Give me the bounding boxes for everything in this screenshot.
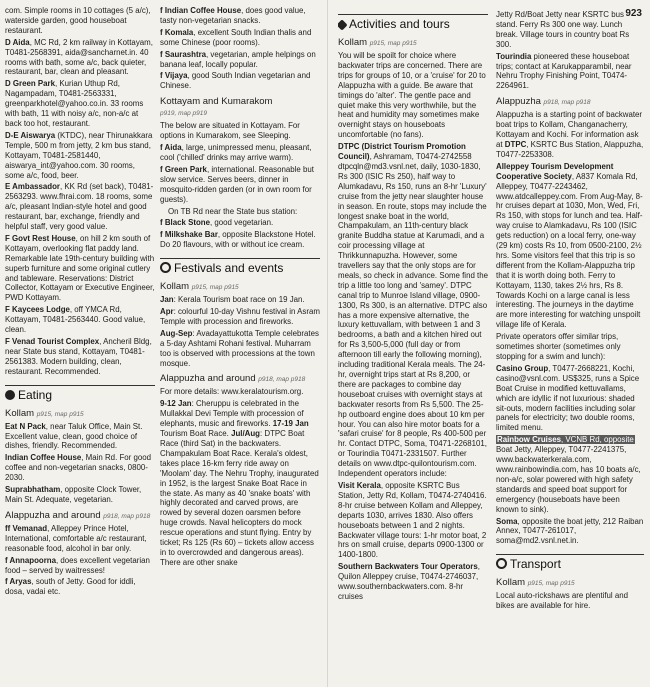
paragraph: On TB Rd near the State bus station:: [168, 206, 298, 216]
subheading-kollam: Kollam p915, map p915: [160, 281, 239, 293]
subheading-kollam: Kollam p915, map p915: [5, 407, 84, 419]
listing: f Annapoorna, does excellent vegetarian food – served by waitresses!: [5, 555, 150, 575]
page-map-ref: p918, map p918: [103, 512, 151, 520]
listing: f Vijaya, good South Indian vegetarian and Chinese.: [160, 71, 311, 91]
listing: f Aryas, south of Jetty. Good for iddli, dosa, vadai etc.: [5, 577, 136, 597]
page-map-ref: p918, map p918: [543, 99, 591, 107]
listing-name: E Ambassador: [5, 182, 60, 192]
listing: [5, 38, 155, 78]
listing: f Aida, large, unimpressed menu, pleasant, cool ('chilled' drinks may arrive warm).: [160, 143, 312, 162]
listing: Suprabhatham, opposite Clock Tower, Main St. Adequate, vegetarian.: [5, 485, 142, 504]
listing: f Black Stone, good vegetarian.: [160, 218, 274, 228]
listing: Alleppey Tourism Development Cooperative Society, A837 Komala Rd, Alleppey, T0477-2243462, www.atdcalleppey.com. From Aug-May, 8-hr cruises depart at 1030, Mon, Wed, Fri, Rs 150, with stops for lunch and tea. Half-way cruise to Alamkadavu, Rs 100 (ISIC gets reduction) on a local ferry, one-way (29 km) costs Rs 10, from 0500-2100, 2½ hrs. Some visitors feel that this trip is so different from the Kollam-Alappuzha trip that it is worth doing both. Ferry to Kottayam, 1130, takes 2½ hrs, Rs 8. Towards Kochi on a large canal is less interesting. The journeys in the daytime are more interesting for watching unspoilt village life of Kerala.: [496, 161, 643, 330]
listing: [5, 182, 155, 232]
listing: DTPC (District Tourism Promotion Council), Ashramam, T0474-2742558 dtpcqln@md3.vsnl.net, daily, 1030-1830, Rs 300 (ISIC Rs 250), half way to Alumkadavu, Rs 150, runs an 8-hr 'Luxury' cruise from the jetty near slaughter house in season. En route, stops may include the longest snake boat in the world, Champakulam, an 11th-century black granite Buddha statue at Karumadi, and a coir processing village at Thrikkunnapuzha. However, some travellers say that the only stops are for meals, so check in advance. Some find the trip a little too long and 'samey'. DTPC canal trip to Munroe Island village, 0900-1300, Rs 300, is an alternative. DTPC also has a more expensive alternative, the luxury kettuvallam, with between 1 and 3 bedrooms, a bath and a kitchen hired out for Rs 3,500-5,000 (full day or from afternoon till early the following morning), including traditional Kerala meals. The 24-hr, overnight trips start at Rs 8,200, or there are packages to combine day houseboat cruises with overnight stays at backwater resorts from Rs 5,500. The 25-hp outboard engine does about 10 km per hour. You can also hire motor boats for a 'safari cruise' for 8 people, Rs 400-500 per hr. Contact DTPC, Soma, T0471-2268101, or Tourindia T0471-2331507. Further details on www.dtpc-quilontourism.com. Independent operators include:: [338, 142, 488, 479]
section-heading-activities: Activities and tours: [338, 14, 488, 32]
column-1: [5, 6, 155, 683]
section-heading-eating: Eating: [5, 385, 155, 403]
listing-text: , on hill 2 km south of Kottayam, overlooking flat paddy land. Remarkable late 19th-century building with superb furniture and some original cutlery and tableware. Reservations: District Collector, Kottayam or Executive Engineer, PWD Kottayam.: [5, 233, 155, 303]
listing-name: F Govt Rest House: [5, 233, 76, 243]
paragraph: The below are situated in Kottayam. For options in Kumarakom, see Sleeping.: [160, 121, 300, 141]
listing: 9-12 Jan: Cheruppu is celebrated in the Mullakkal Devi Temple with procession of elephants, music and fireworks. 17-19 Jan Tourism Boat Race. Jul/Aug: DTPC Boat Race (third Sat) in the backwaters. Champakulam Boat Race. Kerala's oldest, takes place 16-km ferry ride away on 'Moolam' day. The Nehru Trophy, inaugurated in 1952, is the largest Snake Boat Race in the state. As many as 40 'snake boats' with highly decorated and carved prows, are rowed by several dozen oarsmen before huge crowds. Naval helicopters do mock rescue operations and stunt flying. Entry by ticket; Rs 125 (Rs 60) – tickets allow access in to overcrowded and dangerous areas). There are other snake: [160, 399, 319, 567]
eating-icon: [5, 390, 15, 400]
listing-text: , MC Rd, 2 km railway in Kottayam, T0481-2568391, aida@sancharnet.in. 40 rooms with bath, some a/c, back quieter, restaurant, bar, clean and pleasant.: [5, 37, 153, 77]
listing-name: D Green Park: [5, 79, 55, 89]
subheading-alappuzha: Alappuzha p918, map p918: [496, 96, 591, 108]
page-map-ref: p915, map p915: [369, 40, 417, 47]
paragraph: Alappuzha is a starting point of backwater boat trips to Kollam, Changanacherry, Kottayam and Kochi. For information ask at DTPC, KSRTC Bus Station, Alappuzha, T0477-2253308.: [496, 110, 644, 159]
listing: Soma, opposite the boat jetty, 212 Raiban Annex, T0477-261017, soma@md2.vsnl.net.in.: [496, 516, 644, 546]
paragraph: You will be spoilt for choice where backwater trips are concerned. There are trips for groups of 10, or a 'cruise' for 20 to Alappuzha with a guide. Be aware that timings do 'alter'. The gentle pace and quiet make this very worthwhile, but the heat and humidity may sometimes make overnight stays on houseboats uncomfortable (no fans).: [338, 51, 486, 140]
subheading-alappuzha: Alappuzha and around p918, map p918: [160, 373, 306, 385]
listing: Visit Kerala, opposite KSRTC Bus Station, Jetty Rd, Kollam, T0474-2740416. 8-hr cruise between Kollam and Alleppey, departs 1030, arrives 1830. Also offers houseboats between 1 and 2 nights. Backwater village tours: 1-hr motor boat, 2 hrs on small cruise, departs 0900-1300 or 1400-1800.: [338, 480, 487, 560]
section-heading-transport: Transport: [496, 554, 644, 572]
listing-name: F Venad Tourist Complex: [5, 337, 100, 346]
listing-text: , Ancheril Bldg, near State bus stand, Kottayam, T0481-2561383. Modern building, clean, restaurant. Recommended.: [5, 337, 152, 376]
column-2: [160, 6, 320, 683]
listing: Apr: colourful 10-day Vishnu festival in Asram Temple with procession and fireworks.: [160, 307, 320, 326]
listing-text: , off YMCA Rd, Kottayam, T0481-2563440. Good value, clean.: [5, 305, 146, 335]
listing-name: D Aida: [5, 37, 30, 47]
listing: f Green Park, international. Reasonable but slow service. Serves beers, dinner in mosquito-ridden garden (or in own room for guests).: [160, 164, 314, 204]
section-heading-festivals: Festivals and events: [160, 258, 320, 276]
paragraph: com. Simple rooms in 10 cottages (5 a/c), waterside garden, good houseboat restaurant.: [5, 6, 151, 35]
listing: [5, 234, 155, 303]
listing-text: , Kurian Uthup Rd, Nagampadam, T0481-2563331, greenparkhotel@yahoo.co.in. 33 rooms with bath, 11 with noisy a/c, non-a/c at back too hot, restaurant.: [5, 79, 144, 128]
paragraph: For more details: www.keralatourism.org.: [160, 387, 304, 397]
listing: f Milkshake Bar, opposite Blackstone Hotel. Do 20 flavours, with or without ice cream.: [160, 230, 316, 250]
paragraph: Private operators offer similar trips, sometimes shorter (sometimes only stopping for a swim and lunch):: [496, 332, 621, 361]
highlighted-text: Rainbow Cruises, VCNB Rd, opposite: [497, 435, 634, 445]
listing-text: (KTDC), near Thirunakkara Temple, 500 m from jetty, 2 km bus stand, Kottayam, T0481-2581440, aiswarya_int@yahoo.com. 30 rooms, some a/c, food, beer.: [5, 130, 153, 180]
page-map-ref: p915, map p915: [527, 580, 575, 588]
listing: Indian Coffee House, Main Rd. For good coffee and non-vegetarian snacks, 0800-2030.: [5, 453, 152, 483]
page-map-ref: p915, map p915: [191, 284, 239, 292]
page-map-ref: p919, map p919: [160, 110, 207, 118]
listing: [5, 305, 155, 335]
activities-icon: [338, 19, 348, 30]
listing: [5, 131, 155, 181]
listing: Eat N Pack, near Taluk Office, Main St. Excellent value, clean, good choice of dishes, friendly. Recommended.: [5, 421, 143, 451]
listing: Jan: Kerala Tourism boat race on 19 Jan.: [160, 295, 305, 305]
listing-name: D-E Aiswarya: [5, 130, 56, 140]
listing: Casino Group, T0477-2668221, Kochi, casino@vsnl.com. US$325, runs a Spice Boat Cruise in modified kettuvallams, which are idyllic if not luxurious: shaded sit-outs, modern facilities including solar panels for electricity; two double rooms, limited menu.: [496, 363, 640, 433]
page-map-ref: p915, map p915: [36, 410, 84, 418]
paragraph: Jetty Rd/Boat Jetty near KSRTC bus stand. Ferry Rs 300 one way. Lunch break. Village tours in country boat Rs 300.: [496, 10, 630, 49]
page-map-ref: p918, map p918: [258, 376, 306, 384]
transport-icon: [496, 558, 507, 569]
listing: f Komala, excellent South Indian thalis and some Chinese (poor rooms).: [160, 27, 312, 47]
listing: f Saurashtra, vegetarian, ample helpings on banana leaf, locally popular.: [160, 49, 316, 69]
listing: f Indian Coffee House, does good value, tasty non-vegetarian snacks.: [160, 6, 306, 25]
listing-name: F Kaycees Lodge: [5, 305, 70, 315]
listing: ff Vemanad, Alleppey Prince Hotel, International, comfortable a/c restaurant, reasonable food, alcohol in bar only.: [5, 523, 147, 553]
subheading-alappuzha: Alappuzha and around p918, map p918: [5, 509, 151, 521]
listing: Southern Backwaters Tour Operators, Quilon Alleppey cruise, T0474-2746037, www.southernbackwaters.com. 8-hr cruises: [338, 562, 480, 601]
listing: Aug-Sep: Avadayattukotta Temple celebrates a 5-day Ashtami Rohani festival. Muharram too is observed with processions at the town mosque.: [160, 328, 319, 368]
listing: [5, 337, 155, 377]
column-4: [496, 10, 644, 683]
column-3: [338, 6, 488, 683]
listing-text: , KK Rd (set back), T0481-2563293. www.fhrai.com. 18 rooms, some a/c, pleasant Indian-style hotel and good restaurant, bar, exchange, friendly and helpful staff, very good value.: [5, 182, 154, 232]
listing: Rainbow Cruises, VCNB Rd, opposite Boat Jetty, Alleppey, T0477-2241375, www.backwaterkerala.com, www.rainbowindia.com, has 10 boats a/c, non-a/c, solar powered with high safety standards and speed boat support for emergency (houseboats have been known to sink).: [496, 435, 641, 514]
listing: Tourindia pioneered these houseboat trips; contact at Karukapparambil, near Nehru Trophy Finishing Point, T0474-2264961.: [496, 51, 632, 91]
page-number: 923: [625, 8, 642, 19]
subheading-kollam: Kollam p915, map p915: [496, 577, 575, 589]
subheading-kottayam-kumarakom: Kottayam and Kumarakom p919, map p919: [160, 96, 273, 118]
subheading-kollam: Kollam p915, map p915: [338, 37, 417, 48]
listing: [5, 79, 155, 129]
paragraph: Local auto-rickshaws are plentiful and bikes are available for hire.: [496, 591, 629, 611]
page-gutter: [327, 0, 328, 687]
festival-icon: [160, 262, 171, 273]
